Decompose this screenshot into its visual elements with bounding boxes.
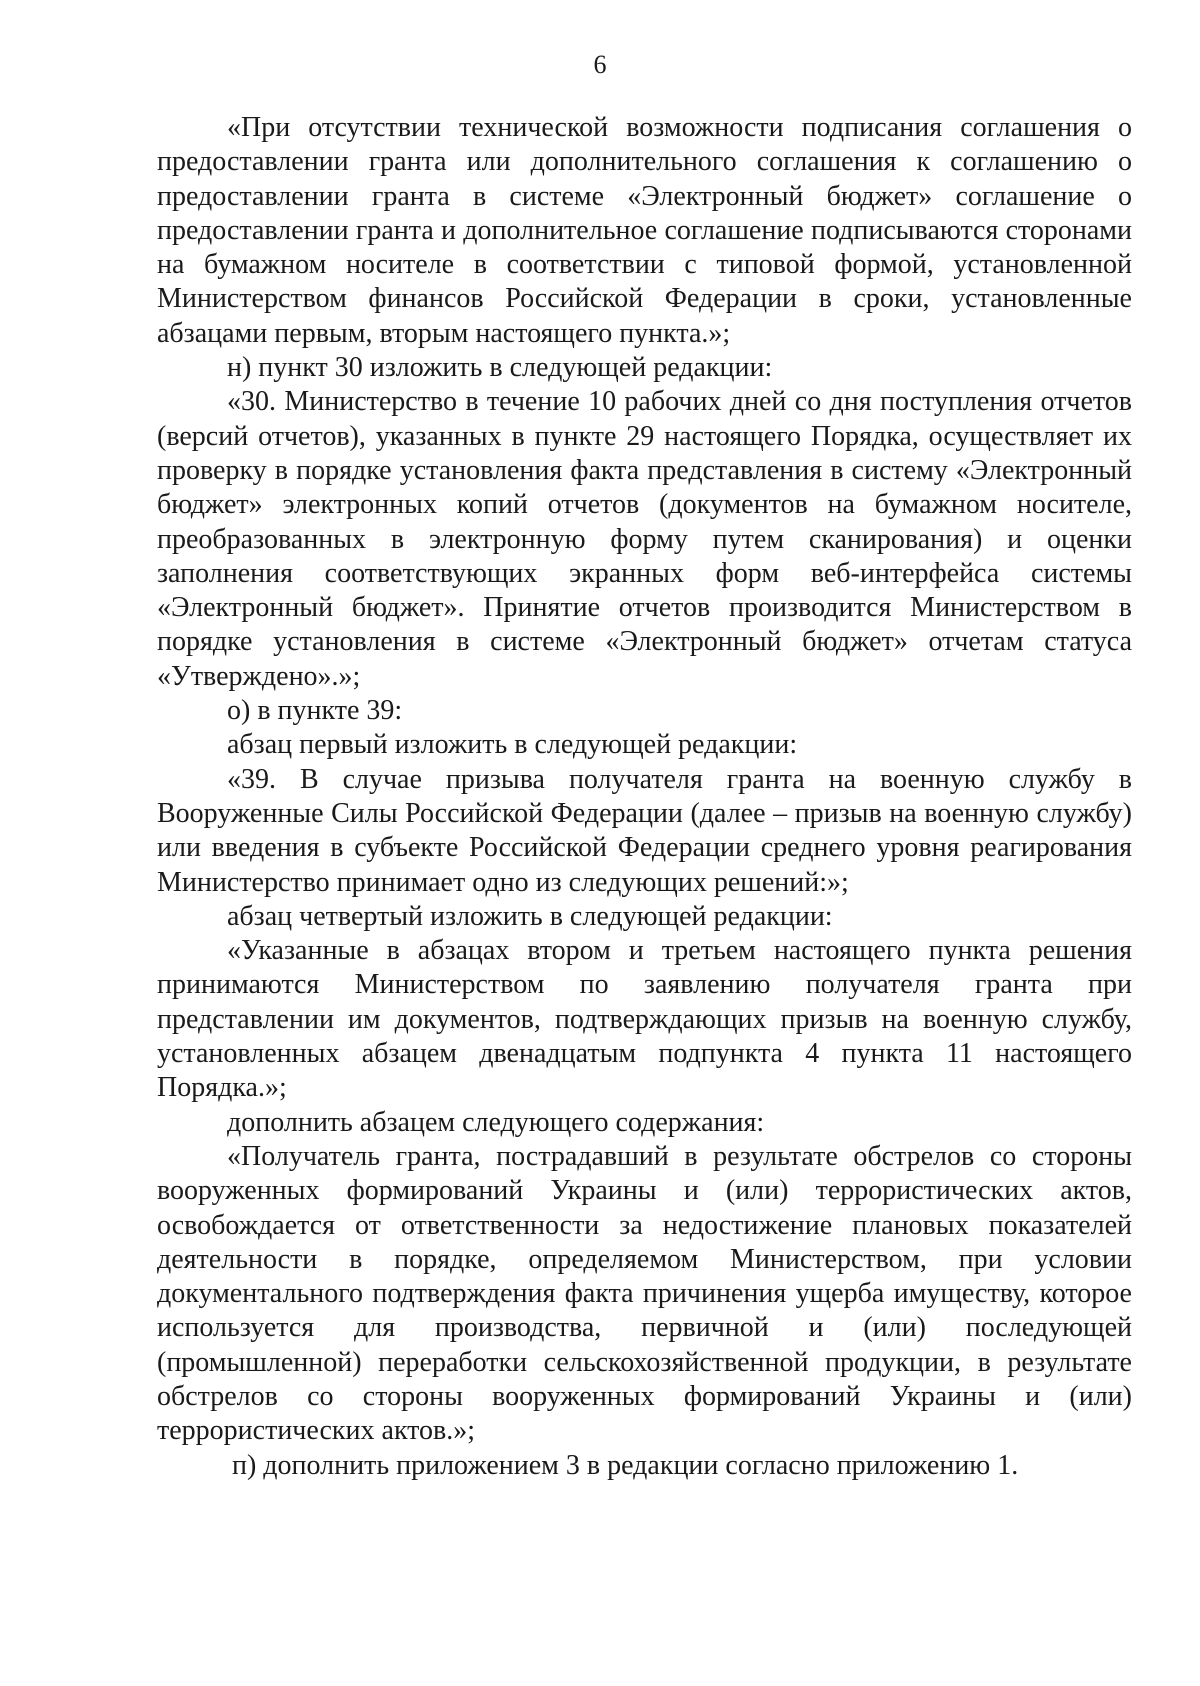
page-number: 6 — [593, 50, 607, 79]
document-body — [157, 111, 1132, 1483]
paragraph-first-abzac-instruction: абзац первый изложить в следующей редакции: — [227, 729, 798, 761]
paragraph-item-o: о) в пункте 39: — [227, 695, 403, 727]
paragraph-item-p: п) дополнить приложением 3 в редакции согласно приложению 1. — [232, 1449, 1019, 1481]
paragraph-point-30: «30. Министерство в течение 10 рабочих дней со дня поступления отчетов (версий отчетов), указанных в пункте 29 настоящего Порядка, осуществляет их проверку в порядке установления факта представления в систему «Электронный бюджет» электронных копий отчетов (документов на бумажном носителе, преобразованных в электронную форму путем сканирования) и оценки заполнения соответствующих экранных форм веб-интерфейса системы «Электронный бюджет». Принятие отчетов производится Министерством в порядке установления в системе «Электронный бюджет» отчетам статуса «Утверждено».»; — [157, 386, 1132, 692]
paragraph-grant-recipient-liability: «Получатель гранта, пострадавший в результате обстрелов со стороны вооруженных формирований Украины и (или) террористических актов, освобождается от ответственности за недостижение плановых показателей деятельности в порядке, определяемом Министерством, при условии документального подтверждения факта причинения ущерба имуществу, которое используется для производства, первичной и (или) последующей (промышленной) переработки сельскохозяйственной продукции, в результате обстрелов со стороны вооруженных формирований Украины и (или) террористических актов.»; — [157, 1140, 1132, 1447]
paragraph-point-39: «39. В случае призыва получателя гранта на военную службу в Вооруженные Силы Российской Федерации (далее – призыв на военную службу) или введения в субъекте Российской Федерации среднего уровня реагирования Министерство принимает одно из следующих решений:»; — [157, 763, 1132, 898]
paragraph-add-abzac-instruction: дополнить абзацем следующего содержания: — [227, 1106, 765, 1138]
paragraph-item-n: н) пункт 30 изложить в следующей редакции: — [227, 352, 773, 384]
paragraph-fourth-abzac-instruction: абзац четвертый изложить в следующей редакции: — [227, 900, 833, 932]
paragraph-agreement-paper: «При отсутствии технической возможности подписания соглашения о предоставлении гранта или дополнительного соглашения к соглашению о предоставлении гранта в системе «Электронный бюджет» соглашение о предоставлении гранта и дополнительное соглашение подписываются сторонами на бумажном носителе в соответствии с типовой формой, установленной Министерством финансов Российской Федерации в сроки, установленные абзацами первым, вторым настоящего пункта.»; — [157, 112, 1132, 349]
paragraph-decisions: «Указанные в абзацах втором и третьем настоящего пункта решения принимаются Министерством по заявлению получателя гранта при представлении им документов, подтверждающих призыв на военную службу, установленных абзацем двенадцатым подпункта 4 пункта 11 настоящего Порядка.»; — [157, 935, 1132, 1104]
